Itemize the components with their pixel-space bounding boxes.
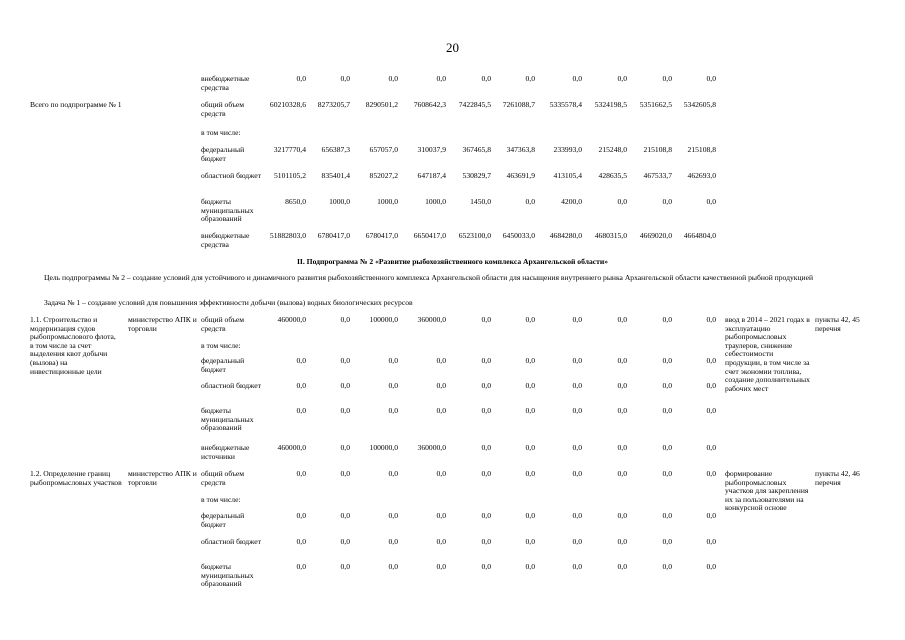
value-cell: 0,0	[572, 381, 582, 390]
value-cell: 0,0	[436, 381, 446, 390]
value-cell: 0,0	[572, 315, 582, 324]
row-label: федеральный бюджет	[201, 356, 245, 374]
value-cell: 1450,0	[470, 197, 491, 206]
value-cell: 0,0	[436, 356, 446, 365]
value-cell: 6780417,0	[317, 231, 350, 240]
value-cell: 6780417,0	[365, 231, 398, 240]
value-cell: 1000,0	[329, 197, 350, 206]
value-cell: 0,0	[572, 511, 582, 520]
value-cell: 460000,0	[277, 443, 306, 452]
value-cell: 0,0	[706, 315, 716, 324]
value-cell: 0,0	[388, 381, 398, 390]
value-cell: 0,0	[481, 537, 491, 546]
value-cell: 6650417,0	[413, 231, 446, 240]
value-cell: 6523100,0	[458, 231, 491, 240]
value-cell: 0,0	[340, 406, 350, 415]
value-cell: 0,0	[617, 74, 627, 83]
value-cell: 0,0	[662, 315, 672, 324]
value-cell: 0,0	[572, 406, 582, 415]
value-cell: 0,0	[388, 511, 398, 520]
row-label: внебюджетные средства	[201, 74, 250, 92]
value-cell: 0,0	[436, 469, 446, 478]
row-label: областной бюджет	[201, 381, 261, 390]
value-cell: 835401,4	[321, 171, 350, 180]
value-cell: 0,0	[617, 537, 627, 546]
value-cell: 0,0	[706, 197, 716, 206]
value-cell: 0,0	[662, 469, 672, 478]
total-name: Всего по подпрограмме № 1	[30, 100, 122, 109]
value-cell: 0,0	[481, 443, 491, 452]
value-cell: 347363,8	[506, 145, 535, 154]
value-cell: 0,0	[525, 315, 535, 324]
value-cell: 1000,0	[425, 197, 446, 206]
value-cell: 462693,0	[687, 171, 716, 180]
value-cell: 0,0	[481, 406, 491, 415]
value-cell: 5351662,5	[639, 100, 672, 109]
value-cell: 0,0	[617, 443, 627, 452]
value-cell: 0,0	[481, 562, 491, 571]
value-cell: 0,0	[617, 197, 627, 206]
row-label: в том числе:	[201, 128, 241, 137]
value-cell: 0,0	[617, 315, 627, 324]
value-cell: 1000,0	[377, 197, 398, 206]
value-cell: 310037,9	[417, 145, 446, 154]
value-cell: 0,0	[525, 356, 535, 365]
value-cell: 60210328,6	[269, 100, 306, 109]
value-cell: 0,0	[525, 406, 535, 415]
value-cell: 0,0	[340, 356, 350, 365]
value-cell: 0,0	[296, 469, 306, 478]
goal-text: Цель подпрограммы № 2 – создание условий для устойчивого и динамичного развития рыбохозяйственного комплекса Архангельской области для насыщения внутреннего рынка Архангельской области качественной рыбной продукцией	[44, 273, 814, 282]
value-cell: 0,0	[388, 469, 398, 478]
row-label: общий объем средств	[201, 315, 245, 333]
value-cell: 852027,2	[369, 171, 398, 180]
value-cell: 0,0	[525, 537, 535, 546]
value-cell: 0,0	[436, 406, 446, 415]
value-cell: 656387,3	[321, 145, 350, 154]
value-cell: 657057,0	[369, 145, 398, 154]
value-cell: 0,0	[296, 381, 306, 390]
value-cell: 0,0	[436, 511, 446, 520]
item-result: ввод в 2014 – 2021 годах в эксплуатацию рыбопромысловых траулеров, снижение себестоимости продукции, в том числе за счет экономии топлива, создание дополнительных рабочих мест	[725, 315, 810, 393]
value-cell: 233993,0	[553, 145, 582, 154]
value-cell: 0,0	[706, 511, 716, 520]
value-cell: 0,0	[340, 315, 350, 324]
value-cell: 8290501,2	[365, 100, 398, 109]
value-cell: 0,0	[706, 443, 716, 452]
row-label: федеральный бюджет	[201, 511, 245, 529]
task-text: Задача № 1 – создание условий для повышения эффективности добычи (вылова) водных биологических ресурсов	[44, 298, 413, 307]
value-cell: 0,0	[617, 511, 627, 520]
value-cell: 0,0	[617, 406, 627, 415]
value-cell: 413105,4	[553, 171, 582, 180]
value-cell: 0,0	[481, 74, 491, 83]
value-cell: 7422845,5	[458, 100, 491, 109]
value-cell: 0,0	[340, 443, 350, 452]
value-cell: 0,0	[340, 381, 350, 390]
row-label: областной бюджет	[201, 171, 261, 180]
item-executor: министерство АПК и торговли	[128, 469, 197, 487]
value-cell: 0,0	[572, 356, 582, 365]
value-cell: 0,0	[662, 356, 672, 365]
value-cell: 0,0	[662, 381, 672, 390]
value-cell: 6450033,0	[502, 231, 535, 240]
value-cell: 0,0	[340, 562, 350, 571]
value-cell: 215248,0	[598, 145, 627, 154]
item-result: формирование рыбопромысловых участков для закрепления их за пользователями на конкурсной основе	[725, 469, 809, 513]
value-cell: 0,0	[388, 74, 398, 83]
value-cell: 0,0	[525, 197, 535, 206]
row-label: бюджеты муниципальных образований	[201, 562, 254, 589]
row-label: федеральный бюджет	[201, 145, 245, 163]
value-cell: 0,0	[525, 443, 535, 452]
value-cell: 0,0	[525, 511, 535, 520]
row-label: бюджеты муниципальных образований	[201, 406, 254, 433]
value-cell: 0,0	[481, 469, 491, 478]
row-label: общий объем средств	[201, 100, 245, 118]
value-cell: 647187,4	[417, 171, 446, 180]
value-cell: 0,0	[340, 511, 350, 520]
value-cell: 0,0	[340, 537, 350, 546]
row-label: внебюджетные источники	[201, 443, 250, 461]
value-cell: 4664804,0	[683, 231, 716, 240]
value-cell: 0,0	[296, 406, 306, 415]
value-cell: 360000,0	[417, 315, 446, 324]
value-cell: 0,0	[706, 74, 716, 83]
value-cell: 0,0	[662, 74, 672, 83]
value-cell: 51882803,0	[269, 231, 306, 240]
value-cell: 0,0	[662, 197, 672, 206]
value-cell: 0,0	[617, 562, 627, 571]
value-cell: 215108,8	[687, 145, 716, 154]
value-cell: 0,0	[706, 381, 716, 390]
value-cell: 0,0	[572, 469, 582, 478]
value-cell: 0,0	[388, 406, 398, 415]
value-cell: 0,0	[296, 356, 306, 365]
value-cell: 0,0	[436, 537, 446, 546]
value-cell: 8273205,7	[317, 100, 350, 109]
value-cell: 467533,7	[643, 171, 672, 180]
value-cell: 530829,7	[462, 171, 491, 180]
value-cell: 428635,5	[598, 171, 627, 180]
value-cell: 100000,0	[369, 443, 398, 452]
value-cell: 0,0	[296, 74, 306, 83]
value-cell: 5101105,2	[274, 171, 306, 180]
value-cell: 0,0	[525, 381, 535, 390]
row-label: внебюджетные средства	[201, 231, 250, 249]
value-cell: 0,0	[617, 356, 627, 365]
value-cell: 0,0	[481, 511, 491, 520]
value-cell: 0,0	[388, 562, 398, 571]
value-cell: 0,0	[572, 443, 582, 452]
row-label: в том числе:	[201, 495, 241, 504]
value-cell: 0,0	[296, 511, 306, 520]
value-cell: 0,0	[706, 356, 716, 365]
value-cell: 0,0	[296, 537, 306, 546]
value-cell: 4669020,0	[639, 231, 672, 240]
value-cell: 360000,0	[417, 443, 446, 452]
value-cell: 4684280,0	[549, 231, 582, 240]
value-cell: 0,0	[481, 356, 491, 365]
item-name: 1.1. Строительство и модернизация судов рыбопромыслового флота, в том числе за счет выделения квот добычи (вылова) на инвестиционные цели	[30, 315, 116, 376]
value-cell: 5324198,5	[594, 100, 627, 109]
value-cell: 0,0	[617, 381, 627, 390]
value-cell: 0,0	[388, 356, 398, 365]
row-label: бюджеты муниципальных образований	[201, 197, 254, 224]
value-cell: 0,0	[572, 74, 582, 83]
value-cell: 0,0	[525, 74, 535, 83]
value-cell: 100000,0	[369, 315, 398, 324]
value-cell: 0,0	[340, 74, 350, 83]
value-cell: 5335578,4	[549, 100, 582, 109]
value-cell: 3217770,4	[273, 145, 306, 154]
item-name: 1.2. Определение границ рыбопромысловых участков	[30, 469, 122, 487]
value-cell: 4680315,0	[594, 231, 627, 240]
page-number: 20	[446, 40, 459, 55]
value-cell: 7608642,3	[413, 100, 446, 109]
value-cell: 5342605,8	[683, 100, 716, 109]
value-cell: 0,0	[388, 537, 398, 546]
value-cell: 8650,0	[285, 197, 306, 206]
value-cell: 0,0	[706, 406, 716, 415]
value-cell: 0,0	[525, 562, 535, 571]
value-cell: 0,0	[572, 537, 582, 546]
value-cell: 460000,0	[277, 315, 306, 324]
value-cell: 0,0	[662, 537, 672, 546]
value-cell: 463691,9	[506, 171, 535, 180]
value-cell: 0,0	[662, 562, 672, 571]
value-cell: 0,0	[296, 562, 306, 571]
value-cell: 0,0	[525, 469, 535, 478]
item-ref: пункты 42, 45 перечня	[815, 315, 860, 333]
value-cell: 7261088,7	[502, 100, 535, 109]
value-cell: 0,0	[572, 562, 582, 571]
value-cell: 215108,8	[643, 145, 672, 154]
item-ref: пункты 42, 46 перечня	[815, 469, 860, 487]
value-cell: 0,0	[662, 406, 672, 415]
value-cell: 0,0	[340, 469, 350, 478]
row-label: общий объем средств	[201, 469, 245, 487]
value-cell: 0,0	[481, 315, 491, 324]
value-cell: 0,0	[436, 74, 446, 83]
value-cell: 4200,0	[561, 197, 582, 206]
row-label: областной бюджет	[201, 537, 261, 546]
value-cell: 0,0	[706, 562, 716, 571]
value-cell: 0,0	[617, 469, 627, 478]
value-cell: 0,0	[662, 443, 672, 452]
section-title: II. Подпрограмма № 2 «Развитие рыбохозяйственного комплекса Архангельской области»	[296, 257, 609, 266]
value-cell: 367465,8	[462, 145, 491, 154]
item-executor: министерство АПК и торговли	[128, 315, 197, 333]
value-cell: 0,0	[706, 537, 716, 546]
value-cell: 0,0	[481, 381, 491, 390]
value-cell: 0,0	[436, 562, 446, 571]
row-label: в том числе:	[201, 341, 241, 350]
value-cell: 0,0	[662, 511, 672, 520]
value-cell: 0,0	[706, 469, 716, 478]
